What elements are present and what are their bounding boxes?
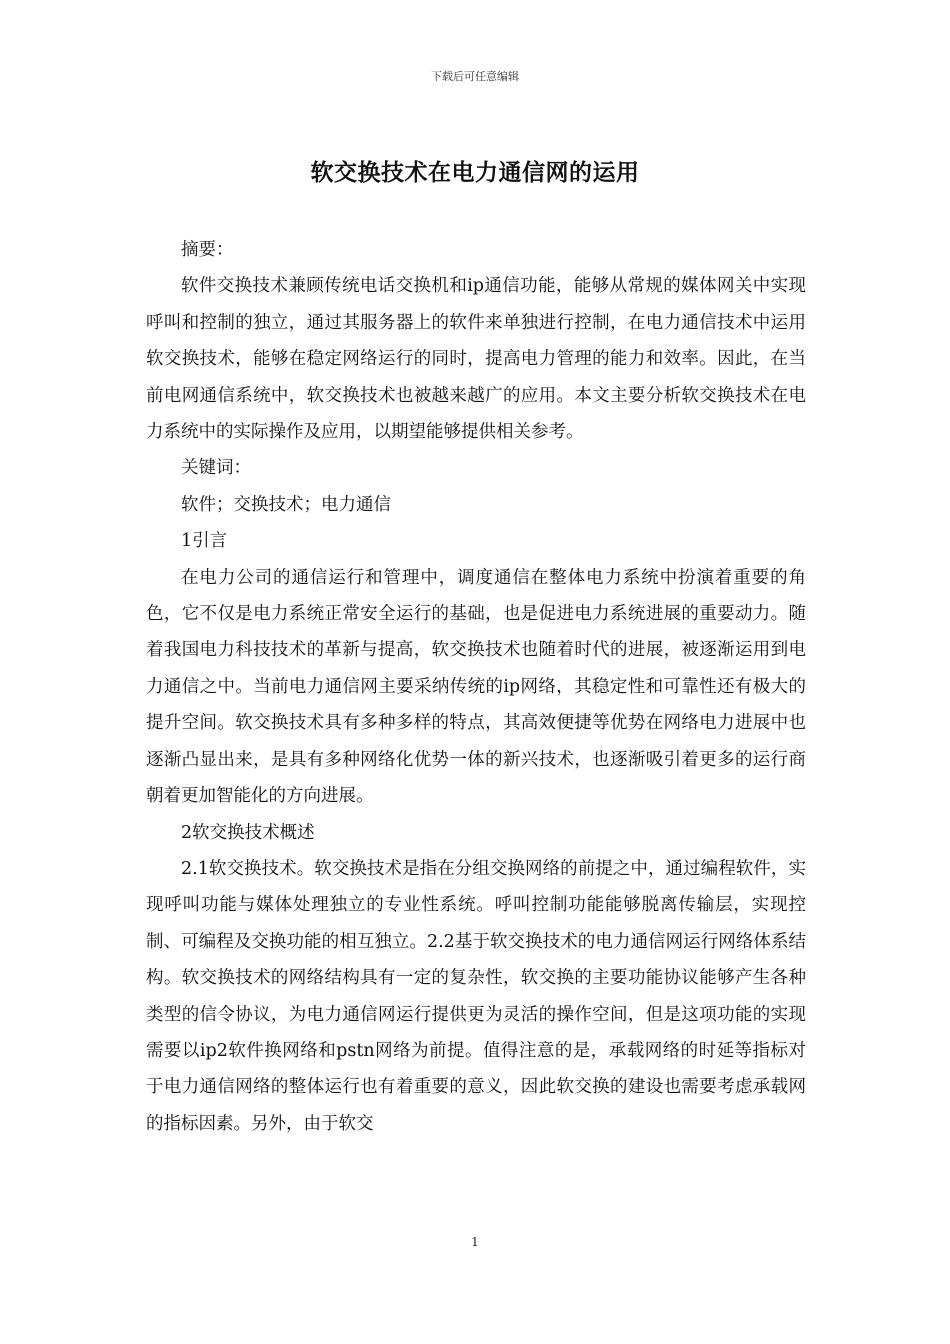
document-title: 软交换技术在电力通信网的运用 (310, 159, 640, 186)
document-body (146, 232, 806, 1142)
abstract-paragraph: 软件交换技术兼顾传统电话交换机和ip通信功能，能够从常规的媒体网关中实现呼叫和控制的独立，通过其服务器上的软件来单独进行控制，在电力通信技术中运用软交换技术，能够在稳定网络运行的同时，提高电力管理的能力和效率。因此，在当前电网通信系统中，软交换技术也被越来越广的应用。本文主要分析软交换技术在电力系统中的实际操作及应用，以期望能够提供相关参考。 (146, 276, 806, 443)
header-note: 下载后可任意编辑 (431, 70, 519, 83)
overview-paragraph: 2.1软交换技术。软交换技术是指在分组交换网络的前提之中，通过编程软件，实现呼叫功能与媒体处理独立的专业性系统。呼叫控制功能能够脱离传输层，实现控制、可编程及交换功能的相互独立。2.2基于软交换技术的电力通信网运行网络体系结构。软交换技术的网络结构具有一定的复杂性，软交换的主要功能协议能够产生各种类型的信令协议，为电力通信网运行提供更为灵活的操作空间，但是这项功能的实现需要以ip2软件换网络和pstn网络为前提。值得注意的是，承载网络的时延等指标对于电力通信网络的整体运行也有着重要的意义，因此软交换的建设也需要考虑承载网的指标因素。另外，由于软交 (146, 858, 806, 1134)
page-number: 1 (471, 1235, 479, 1249)
section-heading-intro: 1引言 (181, 531, 228, 552)
keywords-heading: 关键词： (181, 458, 251, 479)
section-heading-overview: 2软交换技术概述 (181, 822, 315, 843)
intro-paragraph: 在电力公司的通信运行和管理中，调度通信在整体电力系统中扮演着重要的角色，它不仅是电力系统正常安全运行的基础，也是促进电力系统进展的重要动力。随着我国电力科技技术的革新与提高，软交换技术也随着时代的进展，被逐渐运用到电力通信之中。当前电力通信网主要采纳传统的ip网络，其稳定性和可靠性还有极大的提升空间。软交换技术具有多种多样的特点，其高效便捷等优势在网络电力进展中也逐渐凸显出来，是具有多种网络化优势一体的新兴技术，也逐渐吸引着更多的运行商朝着更加智能化的方向进展。 (146, 567, 806, 807)
keywords-list: 软件；交换技术；电力通信 (181, 494, 391, 515)
abstract-heading: 摘要： (181, 240, 234, 260)
